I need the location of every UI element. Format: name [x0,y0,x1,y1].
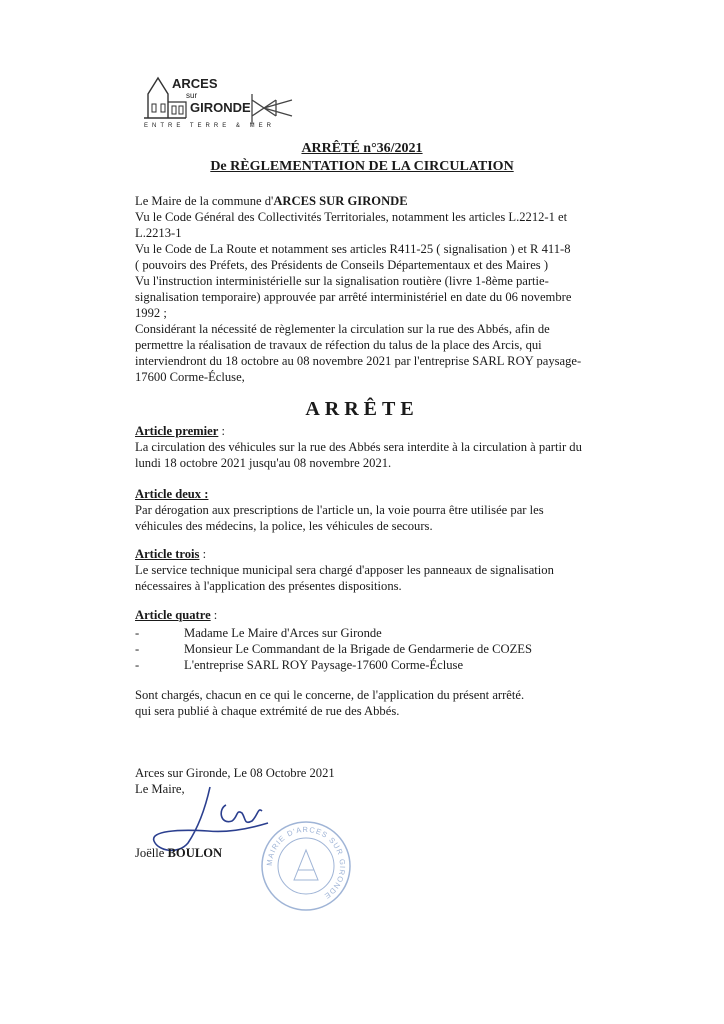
list-dash: - [135,658,140,672]
document-title: ARRÊTÉ n°36/2021 [301,141,423,156]
commune-name: ARCES SUR GIRONDE [273,194,408,208]
article-line: lundi 18 octobre 2021 jusqu'au 08 novembre 2021. [135,456,392,470]
recipient-item: Madame Le Maire d'Arces sur Gironde [184,626,382,640]
preamble-line: Vu le Code de La Route et notamment ses articles R411-25 ( signalisation ) et R 411-8 [135,242,571,256]
closing-line: Sont chargés, chacun en ce qui le concerne, de l'application du présent arrêté. [135,688,525,702]
handwritten-signature [148,785,278,855]
article-suffix: : [199,547,207,561]
logo-tagline: ENTRE TERRE & MER [144,123,275,129]
article-suffix: : [218,424,225,438]
logo-line2: sur [186,91,198,100]
preamble-line: ( pouvoirs des Préfets, des Présidents de Conseils Départementaux et des Maires ) [135,258,549,272]
preamble-line: interviendront du 18 octobre au 08 novembre 2021 par l'entreprise SARL ROY paysage- [135,354,582,368]
maire-prefix: Le Maire de la commune d' [135,194,274,208]
preamble-line: signalisation temporaire) approuvée par arrêté interministériel en date du 06 novembre [135,290,572,304]
preamble-line: permettre la réalisation de travaux de réfection du talus de la place des Arcis, qui [135,338,542,352]
svg-text:MAIRIE D'ARCES SUR GIRONDE [265,825,347,901]
article-title: Article premier [135,424,219,438]
preamble-line: Vu le Code Général des Collectivités Territoriales, notamment les articles L.2212-1 et [135,210,568,224]
document-subtitle: De RÈGLEMENTATION DE LA CIRCULATION [210,159,514,174]
closing-line: qui sera publié à chaque extrémité de rue des Abbés. [135,704,400,718]
recipient-item: Monsieur Le Commandant de la Brigade de Gendarmerie de COZES [184,642,532,656]
arrete-heading: ARRÊTE [305,398,419,420]
article-line: nécessaires à l'application des présentes dispositions. [135,579,402,593]
article-line: Par dérogation aux prescriptions de l'article un, la voie pourra être utilisée par les [135,503,544,517]
list-dash: - [135,642,140,656]
article-title: Article trois [135,547,200,561]
article-line: Le service technique municipal sera chargé d'apposer les panneaux de signalisation [135,563,554,577]
signatory-role: Le Maire, [135,782,185,796]
article-premier-heading [135,424,225,438]
signatory-last-name: BOULON [167,846,223,860]
recipient-item: L'entreprise SARL ROY Paysage-17600 Corme-Écluse [184,658,464,672]
article-line: véhicules des médecins, la police, les véhicules de secours. [135,519,433,533]
preamble-line: Considérant la nécessité de règlementer la circulation sur la rue des Abbés, afin de [135,322,550,336]
logo-line3: GIRONDE [190,100,251,115]
article-deux-heading [135,487,208,501]
signatory-name [135,846,222,860]
commune-logo [142,72,302,134]
signatory-first-name: Joëlle [135,846,168,860]
preamble-line: 1992 ; [135,306,167,320]
article-quatre-heading [135,608,217,622]
article-suffix: : [210,608,218,622]
logo-line1: ARCES [172,76,218,91]
preamble-line: Vu l'instruction interministérielle sur la signalisation routière (livre 1-8ème partie- [135,274,549,288]
stamp-text: MAIRIE D'ARCES SUR GIRONDE [264,824,348,902]
place-date: Arces sur Gironde, Le 08 Octobre 2021 [135,766,335,780]
article-title: Article deux : [135,487,209,501]
article-title: Article quatre [135,608,211,622]
article-trois-heading [135,547,206,561]
preamble-line: L.2213-1 [135,226,182,240]
article-line: La circulation des véhicules sur la rue des Abbés sera interdite à la circulation à partir du [135,440,582,454]
list-dash: - [135,626,140,640]
preamble-maire [135,194,408,208]
official-stamp [260,820,352,912]
preamble-line: 17600 Corme-Écluse, [135,370,245,384]
